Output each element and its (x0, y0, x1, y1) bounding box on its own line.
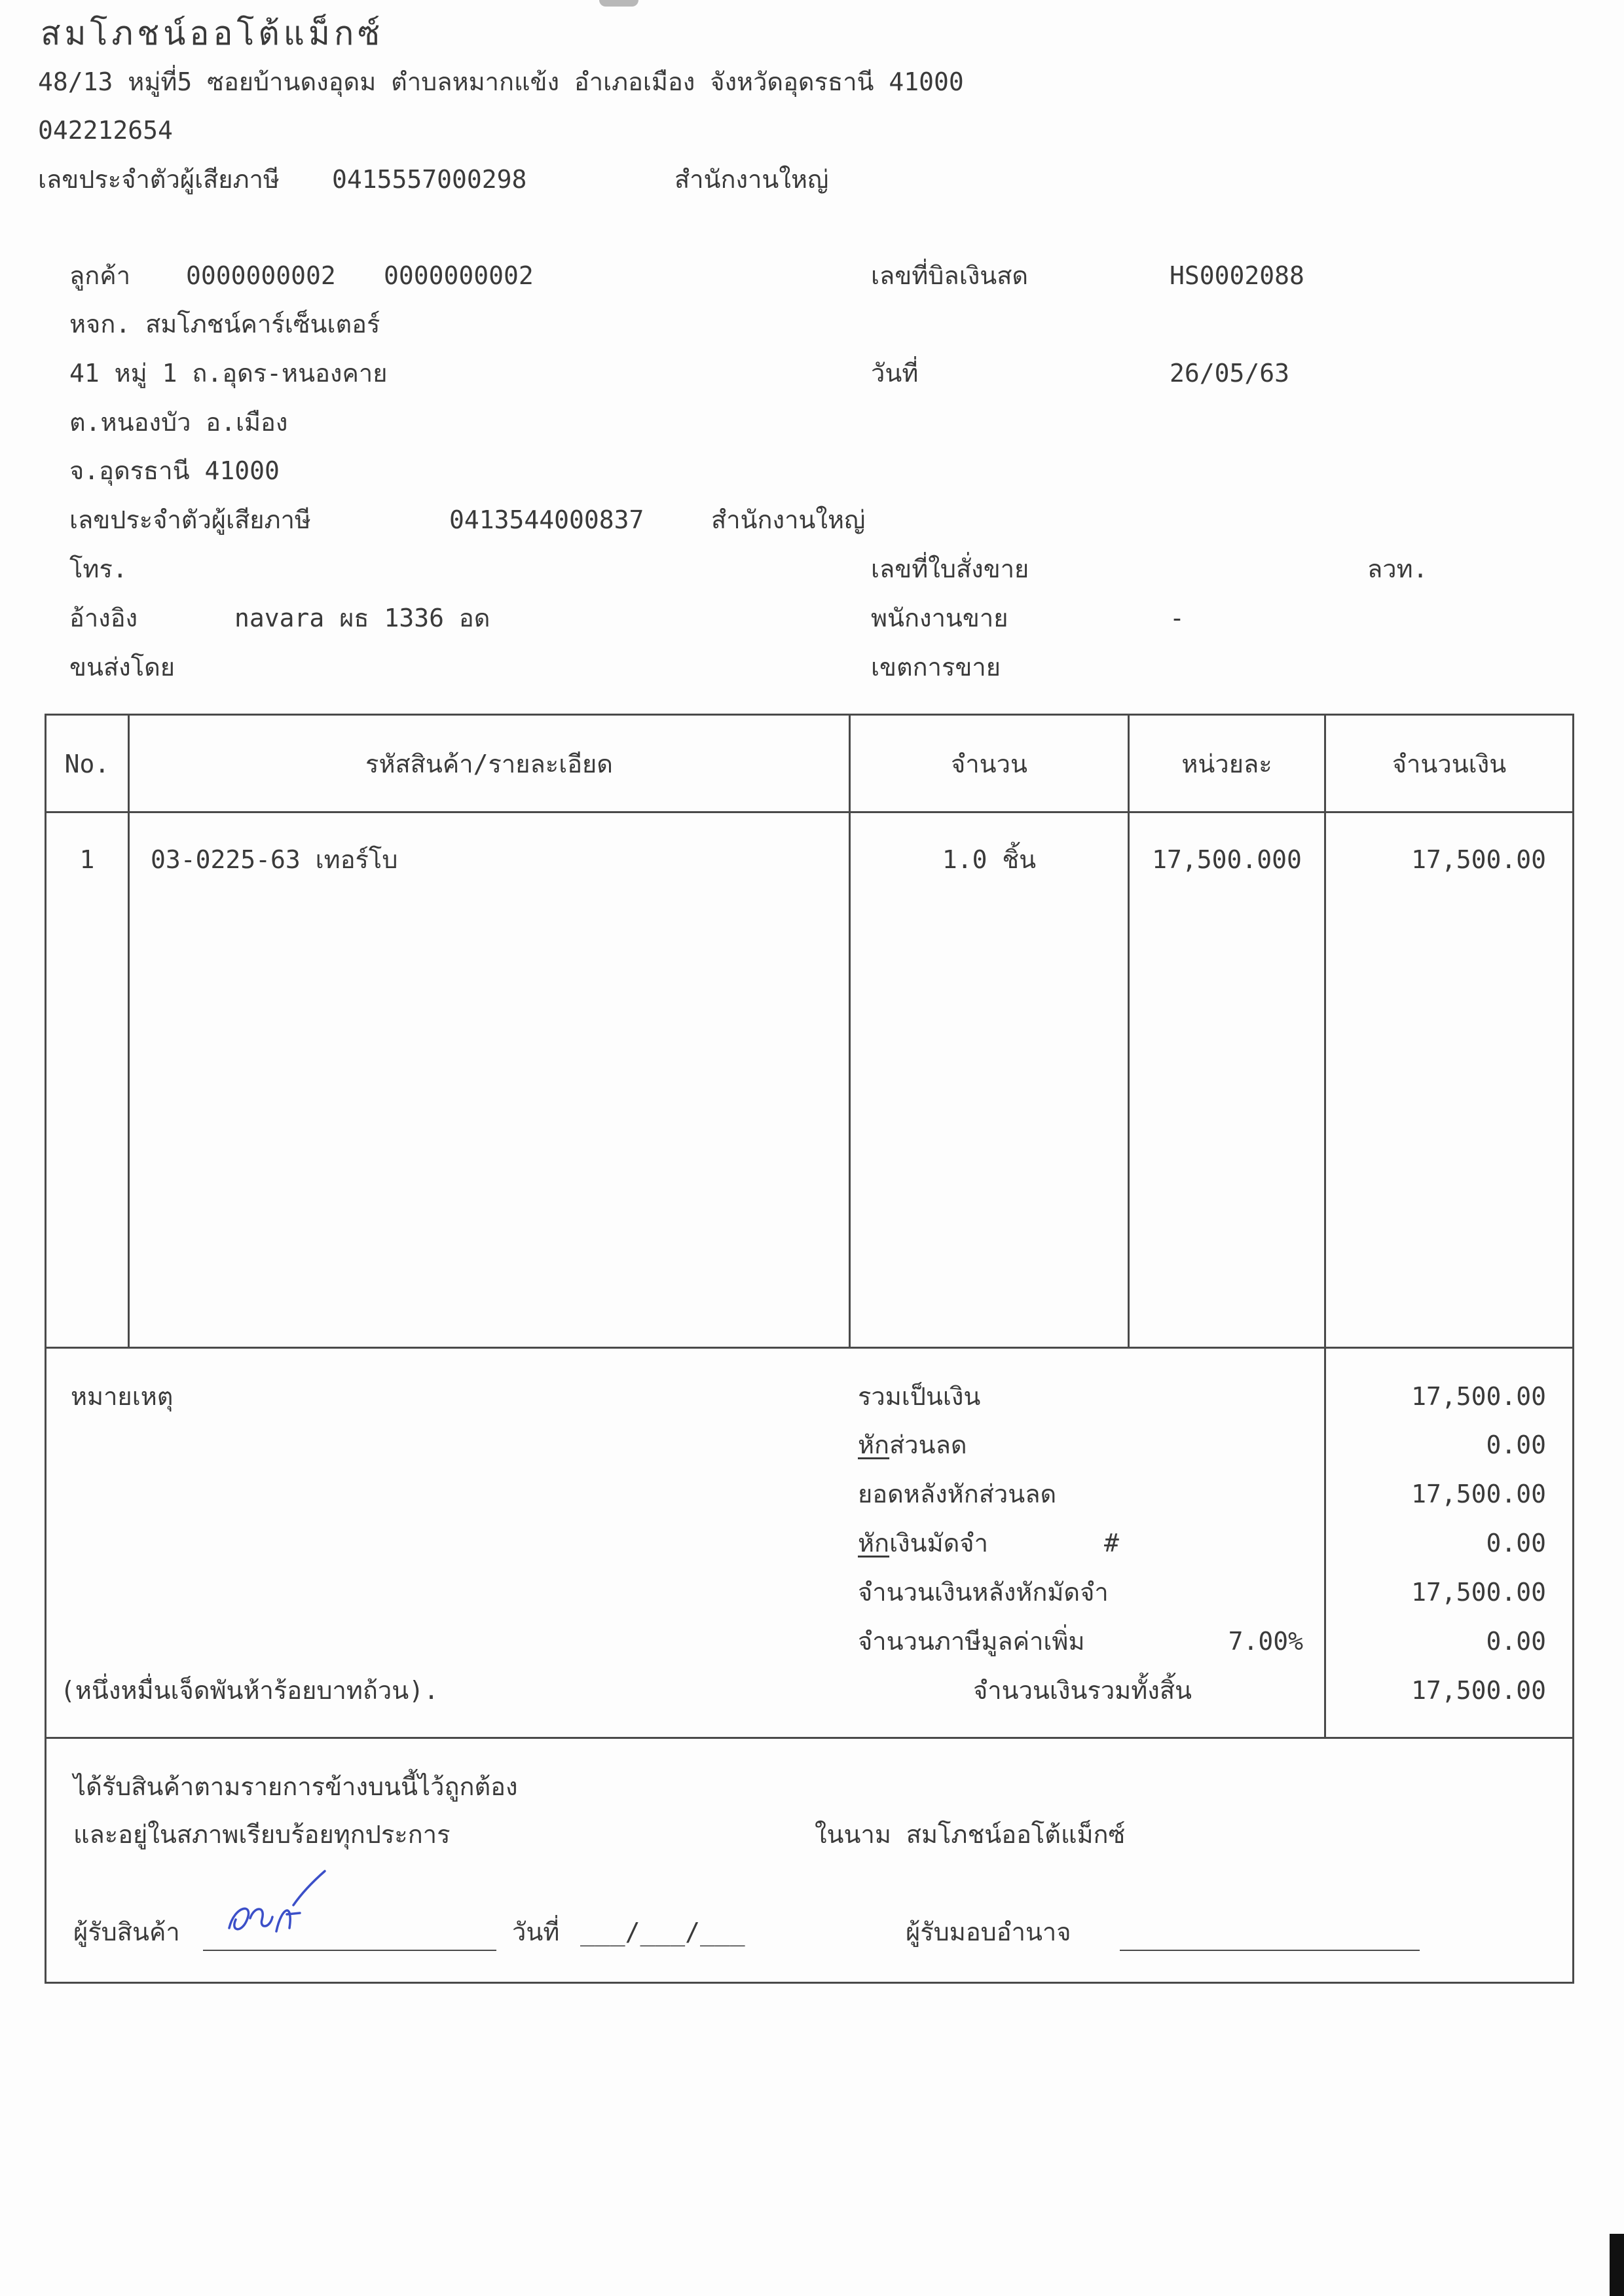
item-description: 03-0225-63 เทอร์โบ (151, 845, 398, 874)
customer-tax-id: 0413544000837 (449, 505, 644, 534)
received-statement-2: และอยู่ในสภาพเรียบร้อยทุกประการ (73, 1820, 451, 1849)
sales-area-label: เขตการขาย (871, 653, 1001, 682)
header-quantity: จำนวน (951, 750, 1027, 778)
header-divider (45, 811, 1574, 813)
reference-value: navara ผธ 1336 อด (234, 604, 490, 632)
company-name: สมโภชน์ออโต้แม็กซ์ (41, 14, 384, 52)
item-no: 1 (79, 845, 95, 874)
customer-address-2: ต.หนองบัว อ.เมือง (69, 408, 288, 437)
sales-order-suffix: ลวท. (1367, 555, 1428, 583)
remark-label: หมายเหตุ (71, 1382, 174, 1411)
subtotal-label: รวมเป็นเงิน (858, 1382, 981, 1411)
header-no: No. (64, 750, 110, 778)
company-address: 48/13 หมู่ที่5 ซอยบ้านดงอุดม ตำบลหมากแข้ง อำเภอเมือง จังหวัดอุดรธานี 41000 (38, 67, 964, 96)
company-branch: สำนักงานใหญ่ (674, 165, 829, 194)
after-deposit-label: จำนวนเงินหลังหักมัดจำ (858, 1578, 1109, 1607)
discount-label-rest: ส่วนลด (889, 1430, 967, 1459)
column-divider-qty (1128, 714, 1130, 1347)
bill-date: 26/05/63 (1170, 359, 1290, 388)
customer-code-1: 0000000002 (186, 261, 336, 290)
bill-date-label: วันที่ (871, 359, 919, 388)
column-divider-desc (849, 714, 851, 1347)
customer-phone-label: โทร. (69, 555, 128, 583)
bill-number: HS0002088 (1170, 261, 1304, 290)
company-phone: 042212654 (38, 116, 173, 145)
deposit-label-rest: เงินมัดจำ (889, 1529, 988, 1558)
received-statement-1: ได้รับสินค้าตามรายการข้างบนนี้ไว้ถูกต้อง (73, 1772, 518, 1801)
grand-total-label: จำนวนเงินรวมทั้งสิ้น (973, 1676, 1192, 1705)
scan-edge-mark (1610, 2234, 1624, 2296)
discount-value: 0.00 (1486, 1430, 1546, 1459)
deposit-value: 0.00 (1486, 1529, 1546, 1558)
customer-branch: สำนักงานใหญ่ (711, 505, 866, 534)
shipping-label: ขนส่งโดย (69, 653, 175, 682)
after-deposit-value: 17,500.00 (1411, 1578, 1546, 1607)
deposit-hash: # (1104, 1529, 1119, 1558)
receive-date-label: วันที่ (512, 1918, 560, 1946)
summary-bottom-divider (45, 1737, 1574, 1739)
reference-label: อ้างอิง (69, 604, 138, 632)
sales-order-label: เลขที่ใบสั่งขาย (871, 555, 1029, 583)
subtotal-value: 17,500.00 (1411, 1382, 1546, 1411)
header-amount: จำนวนเงิน (1392, 750, 1507, 778)
customer-code-2: 0000000002 (384, 261, 534, 290)
vat-label: จำนวนภาษีมูลค่าเพิ่ม (858, 1627, 1085, 1656)
item-amount: 17,500.00 (1411, 845, 1546, 874)
receiver-label: ผู้รับสินค้า (73, 1918, 180, 1946)
customer-label: ลูกค้า (69, 261, 131, 290)
header-unit-price: หน่วยละ (1181, 750, 1272, 778)
header-description: รหัสสินค้า/รายละเอียด (365, 750, 613, 778)
after-discount-value: 17,500.00 (1411, 1480, 1546, 1508)
item-quantity: 1.0 ชิ้น (942, 845, 1037, 874)
authorized-label: ผู้รับมอบอำนาจ (906, 1918, 1071, 1946)
vat-value: 0.00 (1486, 1627, 1546, 1656)
discount-label (858, 1432, 967, 1457)
grand-total-value: 17,500.00 (1411, 1676, 1546, 1705)
salesperson-value: - (1170, 604, 1185, 632)
after-discount-label: ยอดหลังหักส่วนลด (858, 1480, 1057, 1508)
handwritten-signature (216, 1866, 347, 1948)
amount-in-words: (หนึ่งหมื่นเจ็ดพันห้าร้อยบาทถ้วน). (60, 1676, 439, 1705)
discount-prefix: หัก (858, 1430, 890, 1459)
authorized-signature-line (1120, 1950, 1420, 1951)
column-divider-no (128, 714, 130, 1347)
salesperson-label: พนักงานขาย (871, 604, 1008, 632)
company-tax-id-label: เลขประจำตัวผู้เสียภาษี (38, 165, 280, 194)
bill-number-label: เลขที่บิลเงินสด (871, 261, 1029, 290)
item-unit-price: 17,500.000 (1152, 845, 1302, 874)
company-tax-id: 0415557000298 (332, 165, 527, 194)
scan-mark (599, 0, 638, 7)
vat-rate: 7.00% (1228, 1627, 1303, 1656)
customer-address-1: 41 หมู่ 1 ถ.อุดร-หนองคาย (69, 359, 388, 388)
customer-tax-id-label: เลขประจำตัวผู้เสียภาษี (69, 505, 311, 534)
items-bottom-divider (45, 1347, 1574, 1349)
deposit-prefix: หัก (858, 1529, 890, 1558)
receive-date-blank: ___/___/___ (580, 1918, 745, 1946)
deposit-label (858, 1531, 988, 1556)
customer-address-3: จ.อุดรธานี 41000 (69, 456, 280, 485)
on-behalf-of: ในนาม สมโภชน์ออโต้แม็กซ์ (815, 1820, 1126, 1849)
receiver-signature-line (203, 1950, 496, 1951)
customer-name: หจก. สมโภชน์คาร์เซ็นเตอร์ (69, 310, 380, 338)
